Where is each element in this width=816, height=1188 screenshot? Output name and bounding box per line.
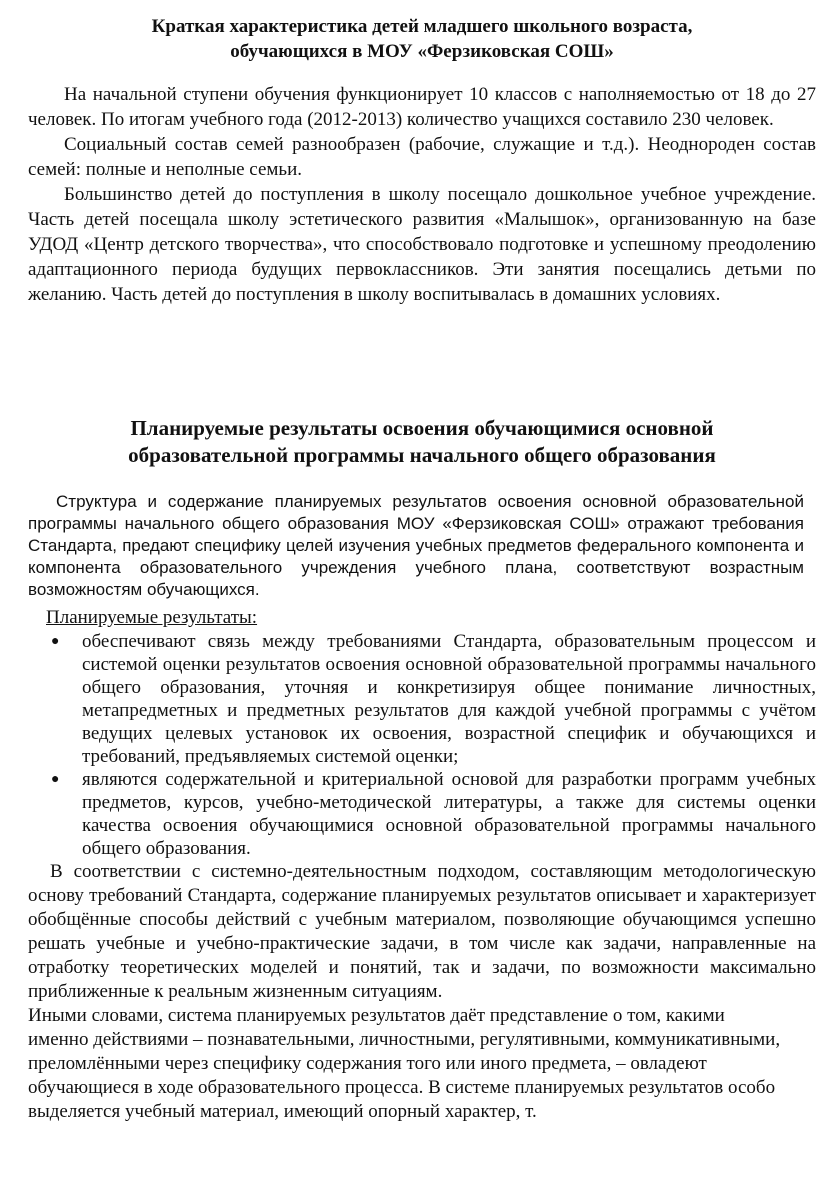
- subheading-planned-results: Планируемые результаты:: [46, 607, 258, 628]
- text-line: именно действиями – познавательными, личностными, регулятивными, коммуникативными,: [28, 1029, 781, 1050]
- document-page: [28, 14, 816, 1124]
- title-line: Краткая характеристика детей младшего школьного возраста,: [151, 16, 693, 37]
- text-line: обучающиеся в ходе образовательного процесса. В системе планируемых результатов особо: [28, 1077, 776, 1098]
- section-title-planned-results: [28, 415, 816, 469]
- section-title-characteristics: [28, 14, 816, 64]
- title-line: Планируемые результаты освоения обучающимися основной: [130, 416, 714, 440]
- text-line: выделяется учебный материал, имеющий опорный характер, т.: [28, 1101, 537, 1122]
- text-line: преломлёнными через специфику содержания того или иного предмета, – овладеют: [28, 1053, 707, 1074]
- list-item-text: обеспечивают связь между требованиями Стандарта, образовательным процессом и системой оценки результатов освоения основной образовательной программы начального общего образования, уточняя и конкретизируя общее понимание личностных, метапредметных и предметных результатов для каждой учебной программы с учётом ведущих целевых установок их освоения, возрастной специфик и обучающихся и требований, предъявляемых системой оценки;: [82, 631, 816, 767]
- paragraph-social: Социальный состав семей разнообразен (рабочие, служащие и т.д.). Неоднороден состав семей: полные и неполные семьи.: [28, 134, 816, 180]
- title-line: образовательной программы начального общего образования: [128, 443, 716, 467]
- bullet-icon: ●: [51, 634, 60, 649]
- title-line: обучающихся в МОУ «Ферзиковская СОШ»: [230, 41, 614, 62]
- paragraph-approach: В соответствии с системно-деятельностным подходом, составляющим методологическую основу требований Стандарта, содержание планируемых результатов описывает и характеризует обобщённые способы действий с учебным материалом, позволяющие обучающимся успешно решать учебные и учебно-практические задачи, в том числе как задачи, направленные на отработку теоретических моделей и понятий, так и задачи, по возможности максимально приближенные к реальным жизненным ситуациям.: [28, 861, 816, 1002]
- bullet-icon: ●: [51, 772, 60, 787]
- text-line: Иными словами, система планируемых результатов даёт представление о том, какими: [28, 1005, 725, 1026]
- closing-paragraph: [28, 1004, 816, 1124]
- list-item: [51, 630, 816, 768]
- bullet-list: [28, 630, 816, 860]
- paragraph-classes: На начальной ступени обучения функционирует 10 классов с наполняемостью от 18 до 27 человек. По итогам учебного года (2012-2013) количество учащихся составило 230 человек.: [28, 84, 816, 130]
- paragraph-structure: Структура и содержание планируемых результатов освоения основной образовательной программы начального общего образования МОУ «Ферзиковская СОШ» отражают требования Стандарта, предают специфику целей изучения учебных предметов федерального компонента и компонента образовательного учреждения учебного плана, соответствуют возрастным возможностям обучающихся.: [28, 492, 804, 599]
- list-item: [51, 768, 816, 860]
- paragraph-preschool: Большинство детей до поступления в школу посещало дошкольное учебное учреждение. Часть детей посещала школу эстетического развития «Малышок», организованную на базе УДОД «Центр детского творчества», что способствовало подготовке и успешному преодолению адаптационного периода будущих первоклассников. Эти занятия посещались детьми по желанию. Часть детей до поступления в школу воспитывалась в домашних условиях.: [28, 184, 816, 305]
- list-item-text: являются содержательной и критериальной основой для разработки программ учебных предметов, курсов, учебно-методической литературы, а также для системы оценки качества освоения обучающимися основной образовательной программы начального общего образования.: [82, 769, 816, 859]
